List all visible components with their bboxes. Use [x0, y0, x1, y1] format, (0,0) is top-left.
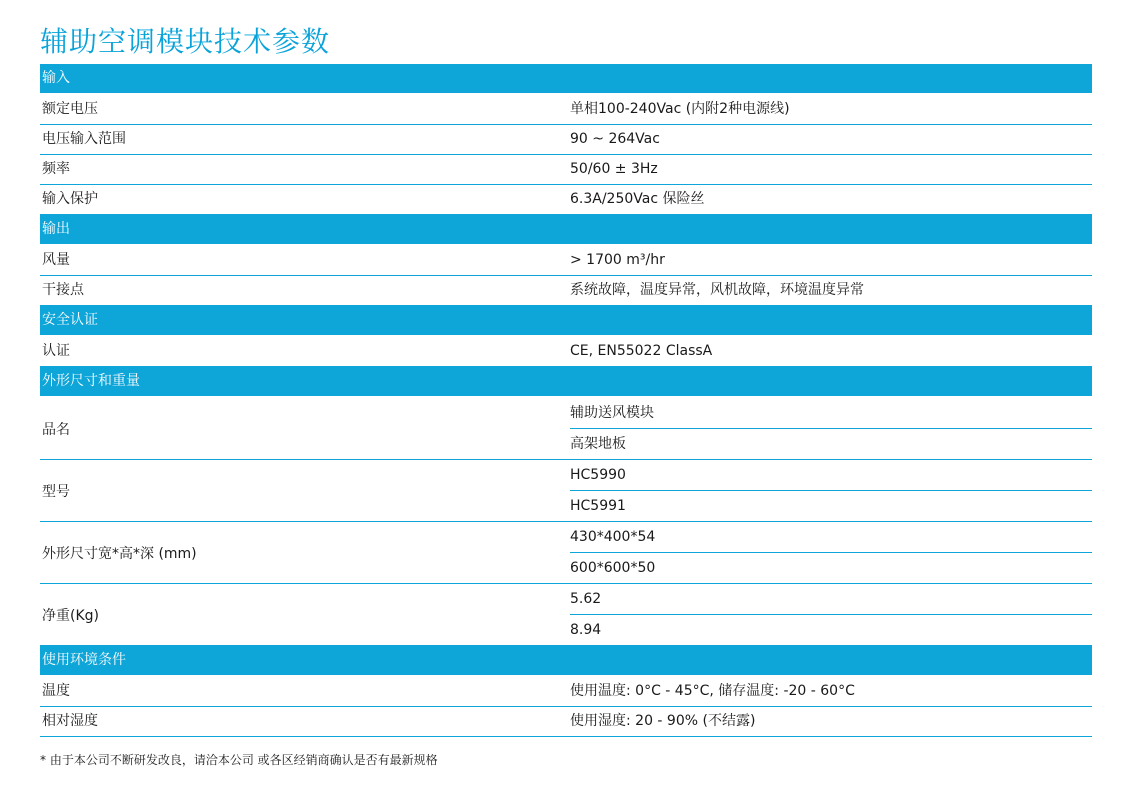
row-label: 净重(Kg) — [42, 607, 99, 624]
table-row — [40, 246, 1092, 276]
row-label: 额定电压 — [42, 101, 98, 117]
section-header-output: 输出 — [40, 215, 1092, 246]
row-values — [570, 522, 1092, 583]
row-value: 430*400*54 — [570, 529, 656, 545]
row-label: 品名 — [42, 421, 70, 438]
row-value: 6.3A/250Vac 保险丝 — [570, 191, 705, 207]
table-row — [40, 125, 1092, 155]
row-label: 认证 — [42, 343, 70, 359]
row-label: 频率 — [42, 161, 70, 177]
row-value: 600*600*50 — [570, 552, 1092, 583]
table-row — [40, 337, 1092, 367]
row-label: 干接点 — [42, 282, 84, 298]
section-header-environment: 使用环境条件 — [40, 646, 1092, 677]
row-label: 型号 — [42, 483, 70, 500]
table-row-group — [40, 398, 1092, 460]
row-value: 单相100-240Vac (内附2种电源线) — [570, 101, 790, 117]
row-value: 5.62 — [570, 591, 602, 607]
section-header-dimensions: 外形尺寸和重量 — [40, 367, 1092, 398]
row-value: 高架地板 — [570, 428, 1092, 459]
row-value: HC5991 — [570, 490, 1092, 521]
row-label: 外形尺寸宽*高*深 (mm) — [42, 545, 197, 562]
table-row — [40, 677, 1092, 707]
section-header-safety: 安全认证 — [40, 306, 1092, 337]
row-value: 使用温度: 0°C - 45°C, 储存温度: -20 - 60°C — [570, 683, 855, 699]
table-row — [40, 155, 1092, 185]
section-header-input: 输入 — [40, 64, 1092, 95]
row-values — [570, 584, 1092, 645]
table-row — [40, 276, 1092, 306]
row-label: 电压输入范围 — [42, 131, 126, 147]
row-value: 50/60 ± 3Hz — [570, 161, 658, 177]
row-value: > 1700 m³/hr — [570, 252, 665, 268]
row-label: 风量 — [42, 252, 70, 268]
row-values — [570, 398, 1092, 459]
row-value: HC5990 — [570, 467, 626, 483]
row-label: 输入保护 — [42, 191, 98, 207]
table-row — [40, 95, 1092, 125]
table-row — [40, 185, 1092, 215]
row-value: 90 ~ 264Vac — [570, 131, 660, 147]
row-value: CE, EN55022 ClassA — [570, 343, 713, 359]
row-value: 辅助送风模块 — [570, 405, 654, 421]
row-label: 温度 — [42, 683, 70, 699]
row-value: 使用湿度: 20 - 90% (不结露) — [570, 713, 756, 729]
row-value: 8.94 — [570, 614, 1092, 645]
table-row-group — [40, 460, 1092, 522]
footnote: * 由于本公司不断研发改良，请洽本公司 或各区经销商确认是否有最新规格 — [40, 753, 438, 767]
table-row-group — [40, 584, 1092, 646]
spec-table — [40, 64, 1092, 737]
table-row-group — [40, 522, 1092, 584]
row-values — [570, 460, 1092, 521]
row-label: 相对湿度 — [42, 713, 98, 729]
row-value: 系统故障，温度异常，风机故障，环境温度异常 — [570, 282, 864, 298]
table-row — [40, 707, 1092, 737]
page-title: 辅助空调模块技术参数 — [40, 25, 331, 58]
